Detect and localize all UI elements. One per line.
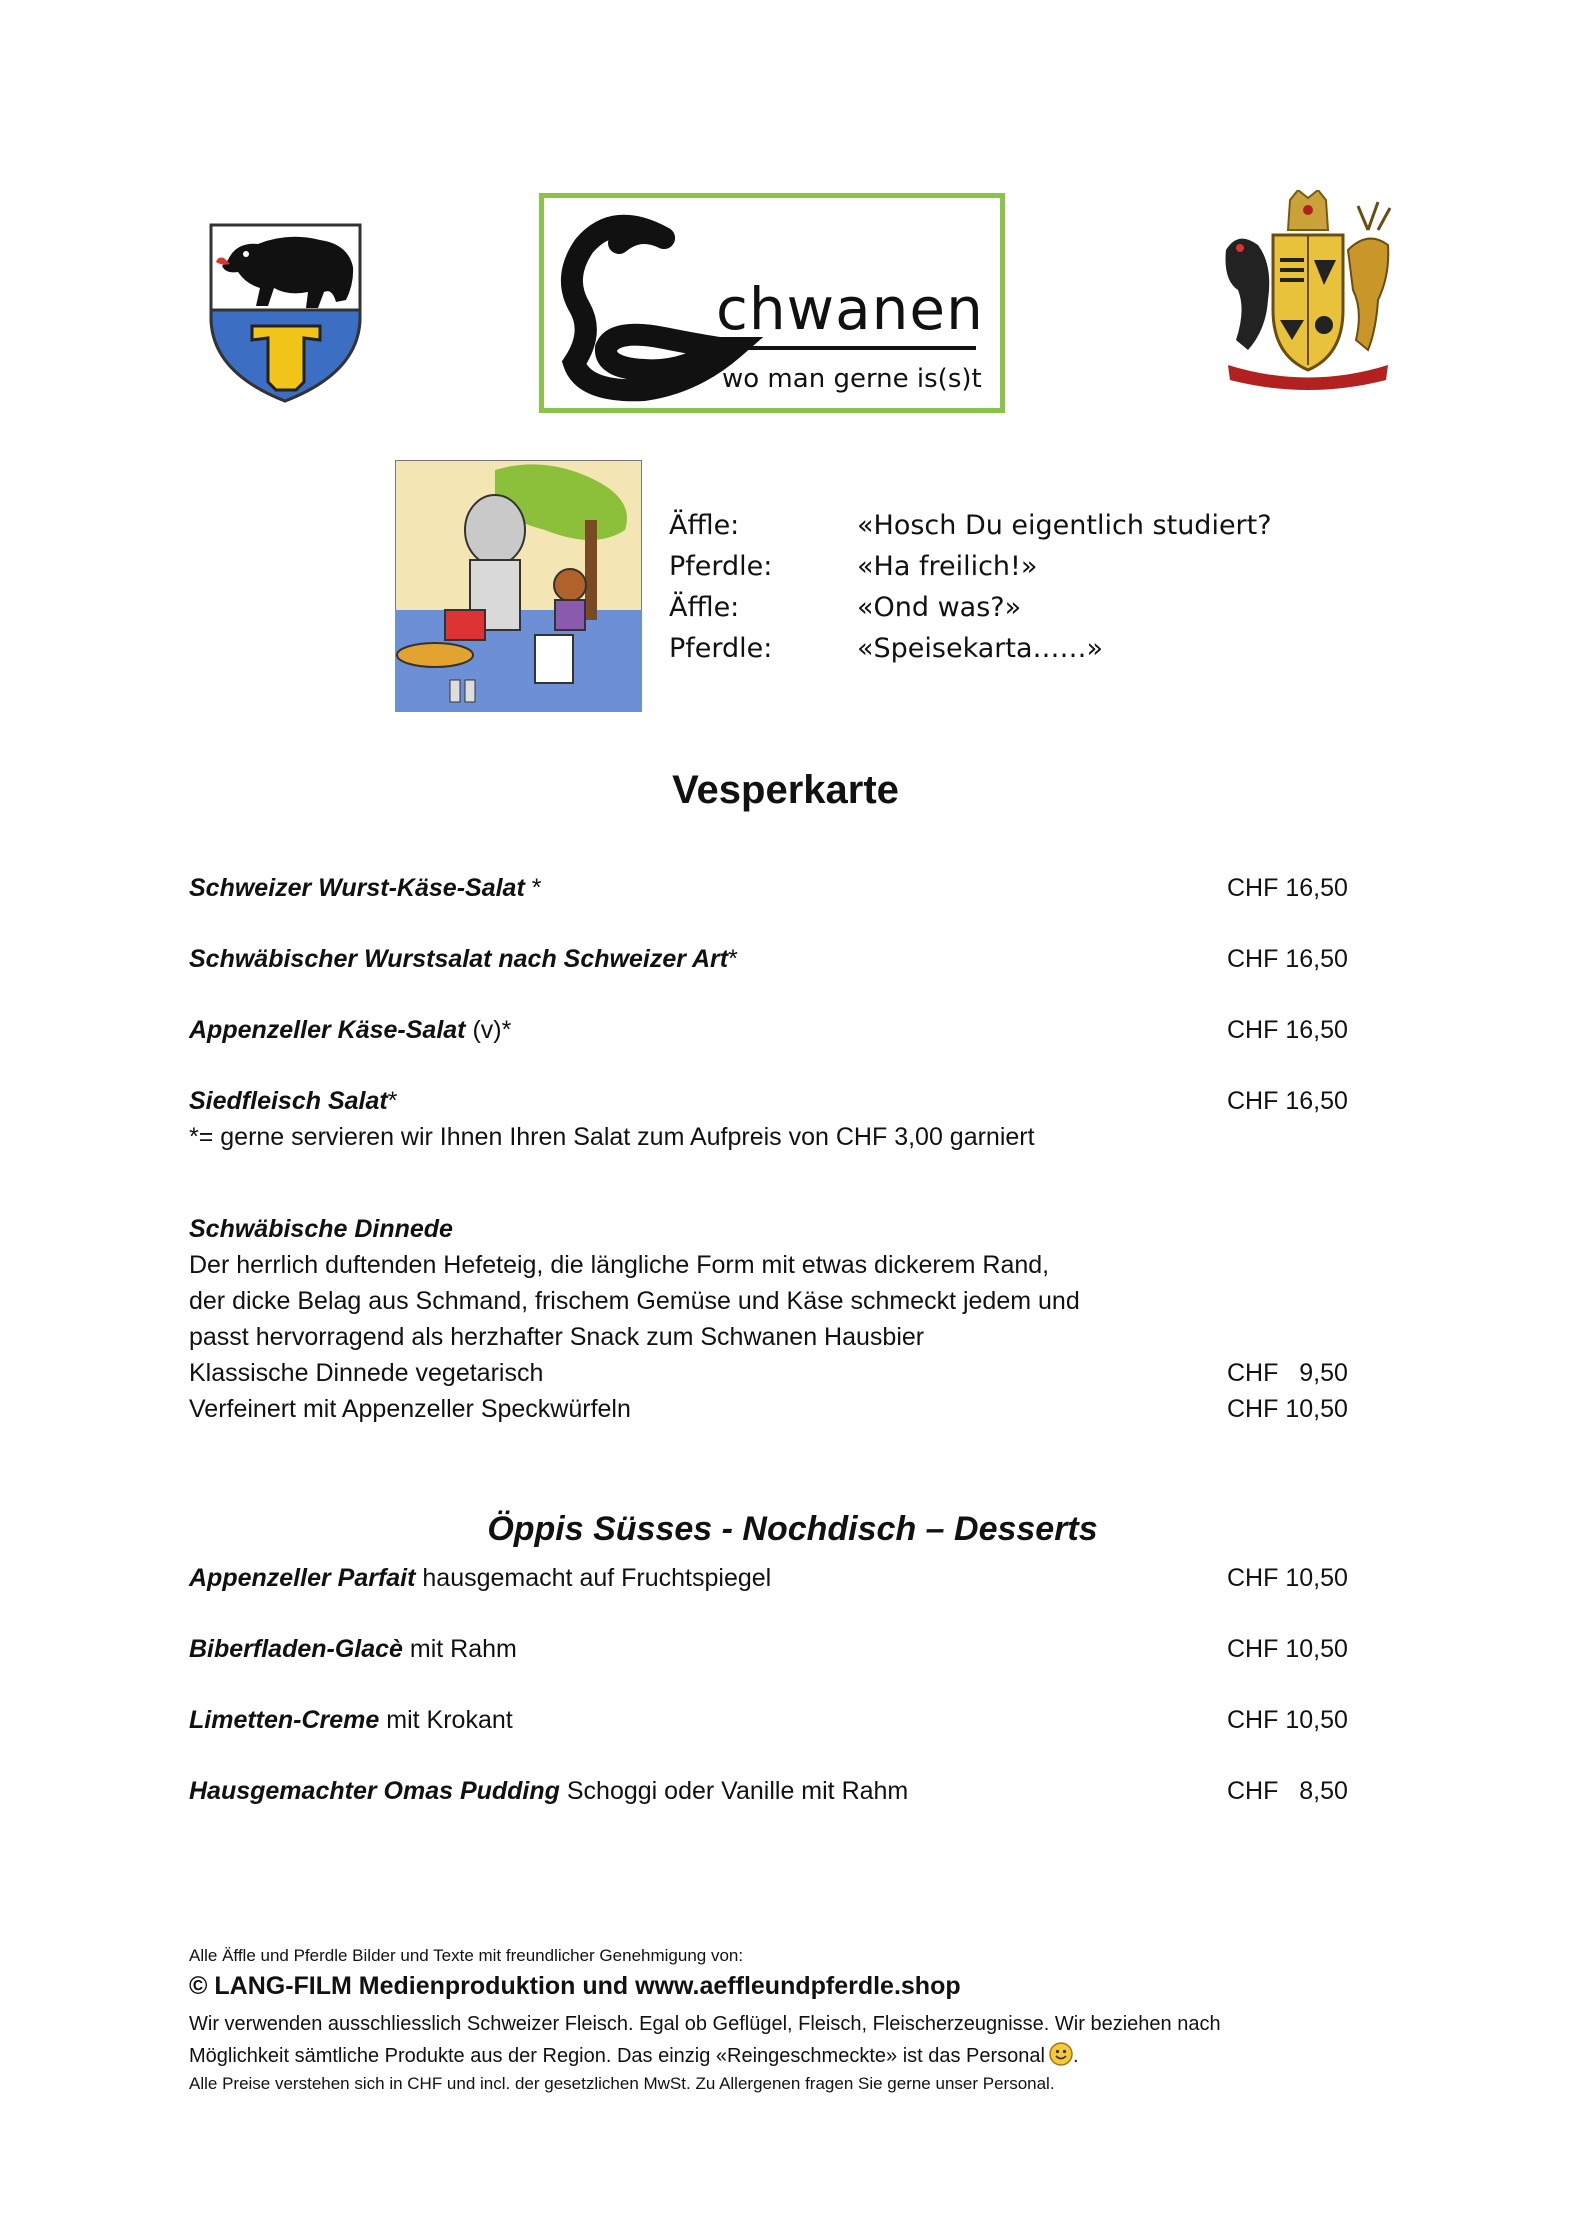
dessert-item [189, 1560, 771, 1596]
dessert-name: Biberfladen-Glacè [189, 1635, 403, 1663]
dessert-suffix: mit Rahm [402, 1635, 517, 1663]
salad-note: *= gerne servieren wir Ihnen Ihren Salat zum Aufpreis von CHF 3,00 garniert [189, 1123, 1035, 1151]
menu-item [189, 941, 738, 977]
menu-item [189, 1012, 511, 1048]
footer-sourcing-line-2 [189, 2040, 1389, 2072]
vesper-heading: Vesperkarte [672, 768, 899, 812]
dessert-name: Limetten-Creme [189, 1706, 380, 1734]
bear-crest-logo [208, 222, 363, 404]
dialogue-line [669, 628, 1369, 669]
menu-item-name: Schweizer Wurst-Käse-Salat [189, 874, 525, 902]
footer-sourcing-line: Wir verwenden ausschliesslich Schweizer Fleisch. Egal ob Geflügel, Fleisch, Fleischerzeugnisse. Wir beziehen nach [189, 2013, 1221, 2035]
menu-item-price: CHF 16,50 [1227, 1087, 1348, 1115]
menu-item [189, 870, 541, 906]
dialogue-speaker: Äffle: [669, 510, 740, 541]
dinnede-description-line: passt hervorragend als herzhafter Snack zum Schwanen Hausbier [189, 1323, 925, 1351]
footer-credit-intro: Alle Äffle und Pferdle Bilder und Texte mit freundlicher Genehmigung von: [189, 1946, 744, 1965]
menu-item-suffix: * [387, 1087, 398, 1115]
dinnede-description-line: Der herrlich duftenden Hefeteig, die längliche Form mit etwas dickerem Rand, [189, 1251, 1050, 1279]
smiley-icon [1049, 2042, 1073, 2066]
dialogue-line [669, 505, 1369, 546]
desserts-heading: Öppis Süsses - Nochdisch – Desserts [487, 1510, 1098, 1548]
dinnede-option: Klassische Dinnede vegetarisch [189, 1359, 544, 1387]
footer-price-note: Alle Preise verstehen sich in CHF und incl. der gesetzlichen MwSt. Zu Allergenen fragen Sie gerne unser Personal. [189, 2074, 1055, 2093]
menu-item-price: CHF 16,50 [1227, 874, 1348, 902]
dessert-name: Appenzeller Parfait [189, 1564, 416, 1592]
dialogue-text: «Ha freilich!» [857, 551, 1038, 582]
footer-sourcing-end: . [1073, 2045, 1079, 2067]
footer-copyright: © LANG-FILM Medienproduktion und www.aeffleundpferdle.shop [189, 1972, 961, 2000]
dinnede-title [189, 1211, 453, 1247]
dinnede-option-price: CHF 10,50 [1227, 1395, 1348, 1423]
dialogue-speaker: Äffle: [669, 592, 740, 623]
dinnede-option: Verfeinert mit Appenzeller Speckwürfeln [189, 1395, 631, 1423]
aeffle-pferdle-cartoon-image [395, 460, 642, 712]
dessert-price: CHF 10,50 [1227, 1706, 1348, 1734]
menu-item-name: Schwäbischer Wurstsalat nach Schweizer Art [189, 945, 729, 973]
dialogue-speaker: Pferdle: [669, 551, 773, 582]
menu-item-name: Appenzeller Käse-Salat [189, 1016, 466, 1044]
logo-underline [716, 346, 976, 350]
dessert-suffix: hausgemacht auf Fruchtspiegel [415, 1564, 772, 1592]
dessert-suffix: Schoggi oder Vanille mit Rahm [559, 1777, 909, 1805]
dialogue-line [669, 587, 1369, 628]
dialogue-text: «Hosch Du eigentlich studiert? [857, 510, 1272, 541]
menu-item-price: CHF 16,50 [1227, 945, 1348, 973]
dinnede-option-price: CHF 9,50 [1227, 1359, 1348, 1387]
wuerttemberg-coat-of-arms [1218, 190, 1396, 395]
dessert-item [189, 1631, 517, 1667]
dinnede-description-line: der dicke Belag aus Schmand, frischem Gemüse und Käse schmeckt jedem und [189, 1287, 1080, 1315]
dessert-suffix: mit Krokant [379, 1706, 513, 1734]
dialogue-block [669, 505, 1369, 669]
logo-wordmark: chwanen [716, 275, 984, 343]
menu-item-name: Siedfleisch Salat [189, 1087, 388, 1115]
dessert-name: Hausgemachter Omas Pudding [189, 1777, 560, 1805]
menu-item-suffix: * [524, 874, 542, 902]
dialogue-text: «Speisekarta……» [857, 633, 1104, 664]
footer-sourcing-text: Möglichkeit sämtliche Produkte aus der Region. Das einzig «Reingeschmeckte» ist das Personal [189, 2045, 1045, 2067]
dialogue-text: «Ond was?» [857, 592, 1022, 623]
menu-item-suffix: (v)* [465, 1016, 512, 1044]
schwanen-logo [539, 193, 1005, 413]
dinnede-title-text: Schwäbische Dinnede [189, 1215, 453, 1243]
dessert-item [189, 1773, 908, 1809]
dialogue-speaker: Pferdle: [669, 633, 773, 664]
dialogue-line [669, 546, 1369, 587]
dessert-price: CHF 10,50 [1227, 1635, 1348, 1663]
logo-tagline: wo man gerne is(s)t [722, 364, 982, 394]
dessert-price: CHF 10,50 [1227, 1564, 1348, 1592]
dessert-price: CHF 8,50 [1227, 1777, 1348, 1805]
menu-item-price: CHF 16,50 [1227, 1016, 1348, 1044]
menu-item [189, 1083, 397, 1119]
menu-item-suffix: * [728, 945, 738, 973]
dessert-item [189, 1702, 513, 1738]
